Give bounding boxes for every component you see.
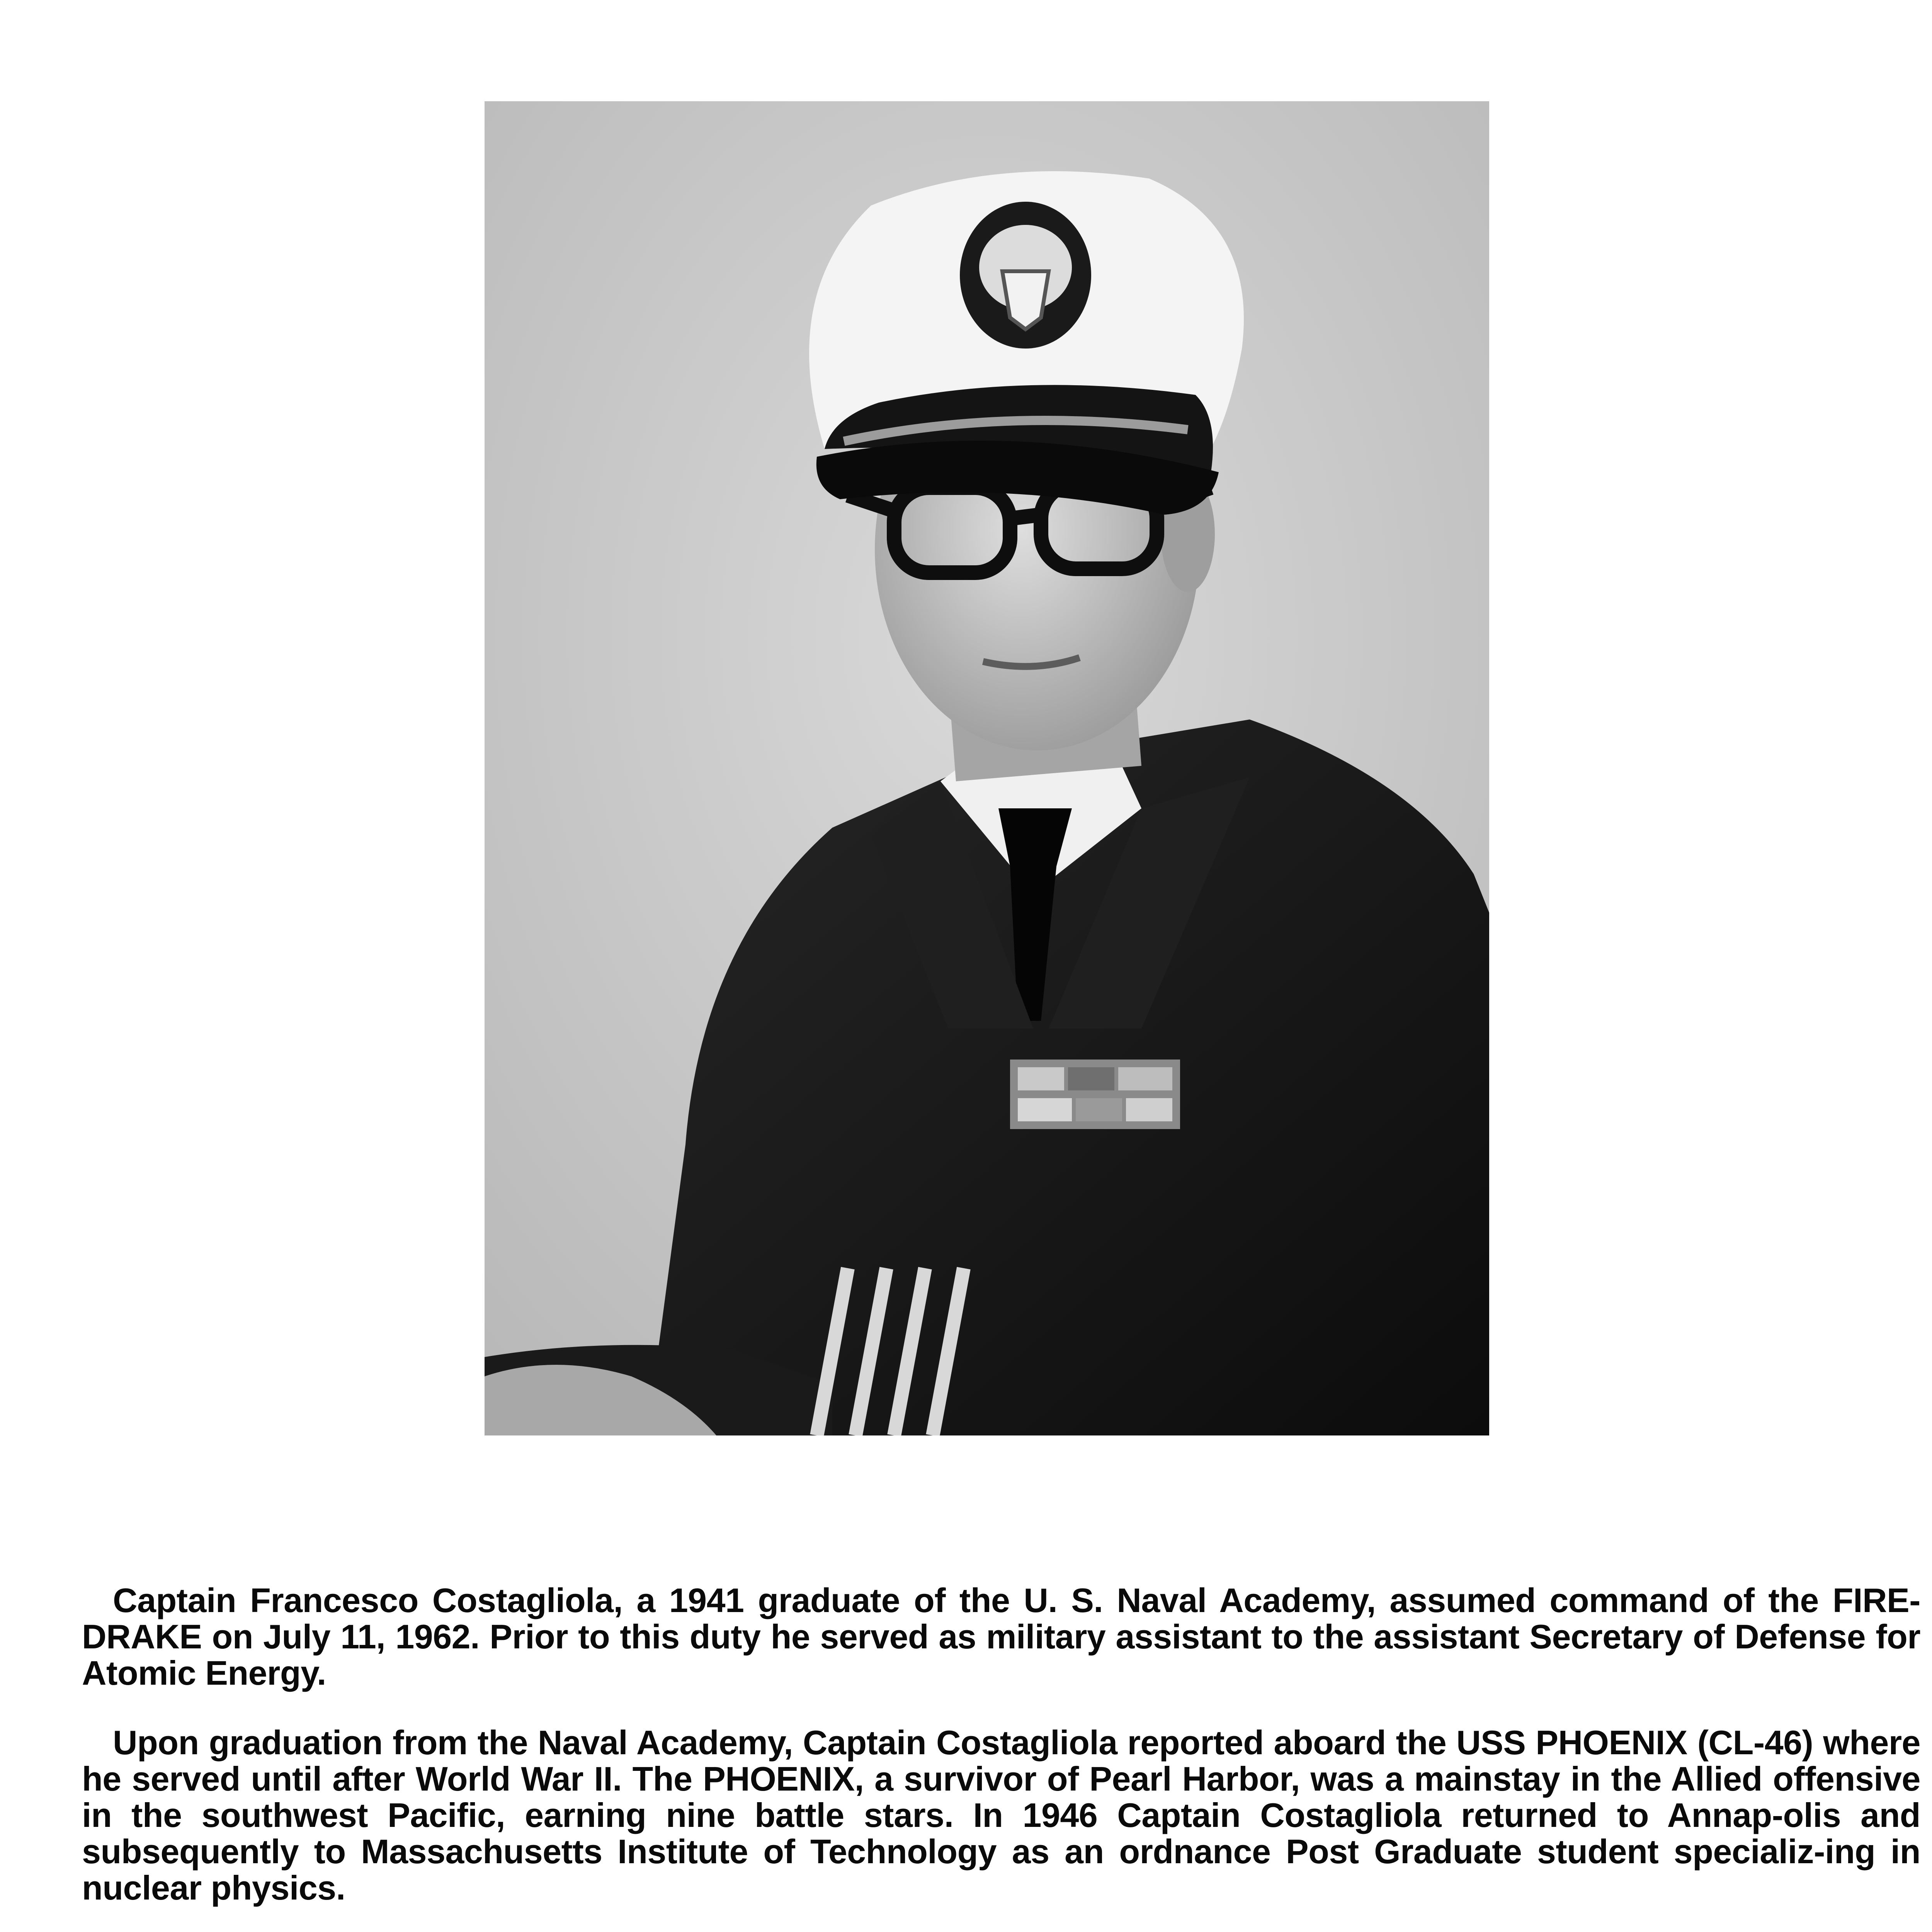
portrait-illustration (485, 101, 1489, 1435)
portrait-photo (485, 101, 1489, 1435)
biography-paragraph: Captain Francesco Costagliola, a 1941 graduate of the U. S. Naval Academy, assumed command of the FIRE-DRAKE on July 11, 1962. Prior to this duty he served as military assistant to the assistant Secretary of Defense for Atomic Energy. (82, 1581, 1920, 1692)
biography (82, 1582, 1920, 1932)
biography-paragraph: Upon graduation from the Naval Academy, Captain Costagliola reported aboard the USS PHOENIX (CL-46) where he served until after World War II. The PHOENIX, a survivor of Pearl Harbor, was a mainstay in the Allied offensive in the southwest Pacific, earning nine battle stars. In 1946 Captain Costagliola returned to Annap-olis and subsequently to Massachusetts Institute of Technology as an ordnance Post Graduate student specializ-ing in nuclear physics. (82, 1723, 1920, 1907)
